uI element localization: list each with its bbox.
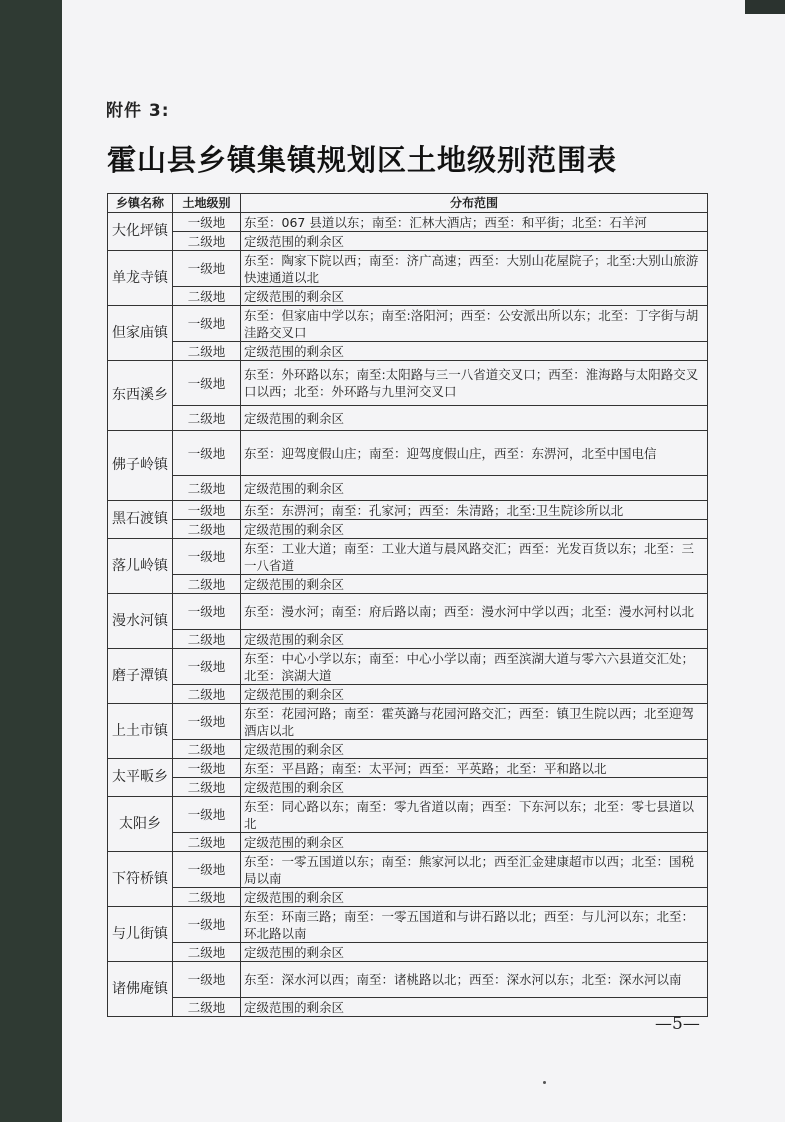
page-number: —5— [655, 1014, 700, 1034]
table-row [108, 962, 708, 998]
land-grade-cell: 二级地 [173, 342, 241, 361]
land-grade-cell: 二级地 [173, 406, 241, 431]
range-cell: 东至：平昌路；南至：太平河；西至：平英路；北至：平和路以北 [241, 759, 708, 778]
town-name-cell: 单龙寺镇 [108, 251, 173, 306]
table-row [108, 406, 708, 431]
range-cell: 定级范围的剩余区 [241, 943, 708, 962]
land-grade-cell: 一级地 [173, 649, 241, 685]
land-grade-cell: 二级地 [173, 943, 241, 962]
table-row [108, 287, 708, 306]
range-cell: 东至：但家庙中学以东；南至:洛阳河；西至：公安派出所以东；北至：丁字街与胡洼路交叉口 [241, 306, 708, 342]
table-row [108, 594, 708, 630]
table-row [108, 630, 708, 649]
land-grade-cell: 一级地 [173, 431, 241, 476]
town-name-cell: 太阳乡 [108, 797, 173, 852]
range-cell: 定级范围的剩余区 [241, 287, 708, 306]
land-grade-cell: 一级地 [173, 852, 241, 888]
header-grade: 土地级别 [173, 194, 241, 213]
range-cell: 东至：工业大道；南至：工业大道与晨风路交汇；西至：光发百货以东；北至：三一八省道 [241, 539, 708, 575]
land-grade-cell: 一级地 [173, 251, 241, 287]
land-grade-cell: 一级地 [173, 962, 241, 998]
range-cell: 定级范围的剩余区 [241, 888, 708, 907]
land-grade-cell: 一级地 [173, 594, 241, 630]
range-cell: 东至：迎驾度假山庄；南至：迎驾度假山庄，西至：东淠河，北至中国电信 [241, 431, 708, 476]
document-title: 霍山县乡镇集镇规划区土地级别范围表 [107, 143, 618, 177]
table-row [108, 740, 708, 759]
table-row [108, 501, 708, 520]
table-row [108, 778, 708, 797]
table-row [108, 575, 708, 594]
table-row [108, 213, 708, 232]
range-cell: 东至：东淠河；南至：孔家河；西至：朱清路；北至:卫生院诊所以北 [241, 501, 708, 520]
town-name-cell: 太平畈乡 [108, 759, 173, 797]
table-row [108, 998, 708, 1017]
land-grade-cell: 二级地 [173, 575, 241, 594]
table-row [108, 361, 708, 406]
land-grade-cell: 二级地 [173, 476, 241, 501]
table-row [108, 888, 708, 907]
town-name-cell: 黑石渡镇 [108, 501, 173, 539]
range-cell: 定级范围的剩余区 [241, 342, 708, 361]
range-cell: 东至：中心小学以东；南至：中心小学以南；西至滨湖大道与零六六县道交汇处；北至：滨湖大道 [241, 649, 708, 685]
town-name-cell: 磨子潭镇 [108, 649, 173, 704]
land-grade-cell: 二级地 [173, 630, 241, 649]
town-name-cell: 诸佛庵镇 [108, 962, 173, 1017]
table-header-row [108, 194, 708, 213]
land-grade-cell: 一级地 [173, 306, 241, 342]
table-row [108, 943, 708, 962]
table-body [108, 213, 708, 1017]
range-cell: 定级范围的剩余区 [241, 232, 708, 251]
range-cell: 东至：同心路以东；南至：零九省道以南；西至：下东河以东；北至：零七县道以北 [241, 797, 708, 833]
land-grade-cell: 一级地 [173, 501, 241, 520]
table-row [108, 833, 708, 852]
table-row [108, 759, 708, 778]
range-cell: 定级范围的剩余区 [241, 630, 708, 649]
land-grade-cell: 二级地 [173, 888, 241, 907]
land-grade-cell: 二级地 [173, 778, 241, 797]
town-name-cell: 与儿街镇 [108, 907, 173, 962]
scan-speck [543, 1081, 546, 1084]
attachment-label: 附件 3: [106, 101, 170, 121]
land-grade-cell: 一级地 [173, 907, 241, 943]
town-name-cell: 落儿岭镇 [108, 539, 173, 594]
table-row [108, 251, 708, 287]
range-cell: 东至：陶家下院以西；南至：济广高速；西至：大别山花屋院子；北至:大别山旅游快速通道以北 [241, 251, 708, 287]
table-row [108, 852, 708, 888]
town-name-cell: 漫水河镇 [108, 594, 173, 649]
land-grade-cell: 一级地 [173, 213, 241, 232]
range-cell: 东至：一零五国道以东；南至：熊家河以北；西至汇金建康超市以西；北至：国税局以南 [241, 852, 708, 888]
table-row [108, 685, 708, 704]
town-name-cell: 上土市镇 [108, 704, 173, 759]
table-row [108, 431, 708, 476]
range-cell: 东至：环南三路；南至：一零五国道和与讲石路以北；西至：与儿河以东；北至：环北路以南 [241, 907, 708, 943]
range-cell: 东至：花园河路；南至：霍英潞与花园河路交汇；西至：镇卫生院以西；北至迎驾酒店以北 [241, 704, 708, 740]
land-grade-cell: 一级地 [173, 704, 241, 740]
land-grade-cell: 一级地 [173, 539, 241, 575]
scan-edge [745, 0, 785, 14]
table-row [108, 232, 708, 251]
range-cell: 东至：067 县道以东；南至：汇林大酒店；西至：和平街；北至：石羊河 [241, 213, 708, 232]
land-grade-cell: 二级地 [173, 232, 241, 251]
range-cell: 东至：漫水河；南至：府后路以南；西至：漫水河中学以西；北至：漫水河村以北 [241, 594, 708, 630]
land-grade-cell: 一级地 [173, 797, 241, 833]
land-grade-table [107, 193, 708, 1017]
table-row [108, 342, 708, 361]
table-row [108, 704, 708, 740]
table-row [108, 306, 708, 342]
range-cell: 定级范围的剩余区 [241, 476, 708, 501]
town-name-cell: 佛子岭镇 [108, 431, 173, 501]
range-cell: 定级范围的剩余区 [241, 520, 708, 539]
range-cell: 定级范围的剩余区 [241, 778, 708, 797]
header-range: 分布范围 [241, 194, 708, 213]
land-grade-cell: 一级地 [173, 361, 241, 406]
table-row [108, 907, 708, 943]
range-cell: 定级范围的剩余区 [241, 833, 708, 852]
range-cell: 定级范围的剩余区 [241, 685, 708, 704]
town-name-cell: 东西溪乡 [108, 361, 173, 431]
land-grade-cell: 二级地 [173, 740, 241, 759]
header-town: 乡镇名称 [108, 194, 173, 213]
town-name-cell: 下符桥镇 [108, 852, 173, 907]
table-row [108, 649, 708, 685]
range-cell: 东至：深水河以西；南至：诸桃路以北；西至：深水河以东；北至：深水河以南 [241, 962, 708, 998]
range-cell: 定级范围的剩余区 [241, 998, 708, 1017]
range-cell: 东至：外环路以东；南至:太阳路与三一八省道交叉口；西至：淮海路与太阳路交叉口以西；北至：外环路与九里河交叉口 [241, 361, 708, 406]
town-name-cell: 但家庙镇 [108, 306, 173, 361]
land-grade-cell: 二级地 [173, 287, 241, 306]
table-row [108, 476, 708, 501]
land-grade-cell: 二级地 [173, 520, 241, 539]
land-grade-cell: 二级地 [173, 685, 241, 704]
table-row [108, 539, 708, 575]
land-grade-cell: 一级地 [173, 759, 241, 778]
table-row [108, 797, 708, 833]
town-name-cell: 大化坪镇 [108, 213, 173, 251]
range-cell: 定级范围的剩余区 [241, 575, 708, 594]
land-grade-cell: 二级地 [173, 833, 241, 852]
table-row [108, 520, 708, 539]
land-grade-cell: 二级地 [173, 998, 241, 1017]
range-cell: 定级范围的剩余区 [241, 406, 708, 431]
range-cell: 定级范围的剩余区 [241, 740, 708, 759]
